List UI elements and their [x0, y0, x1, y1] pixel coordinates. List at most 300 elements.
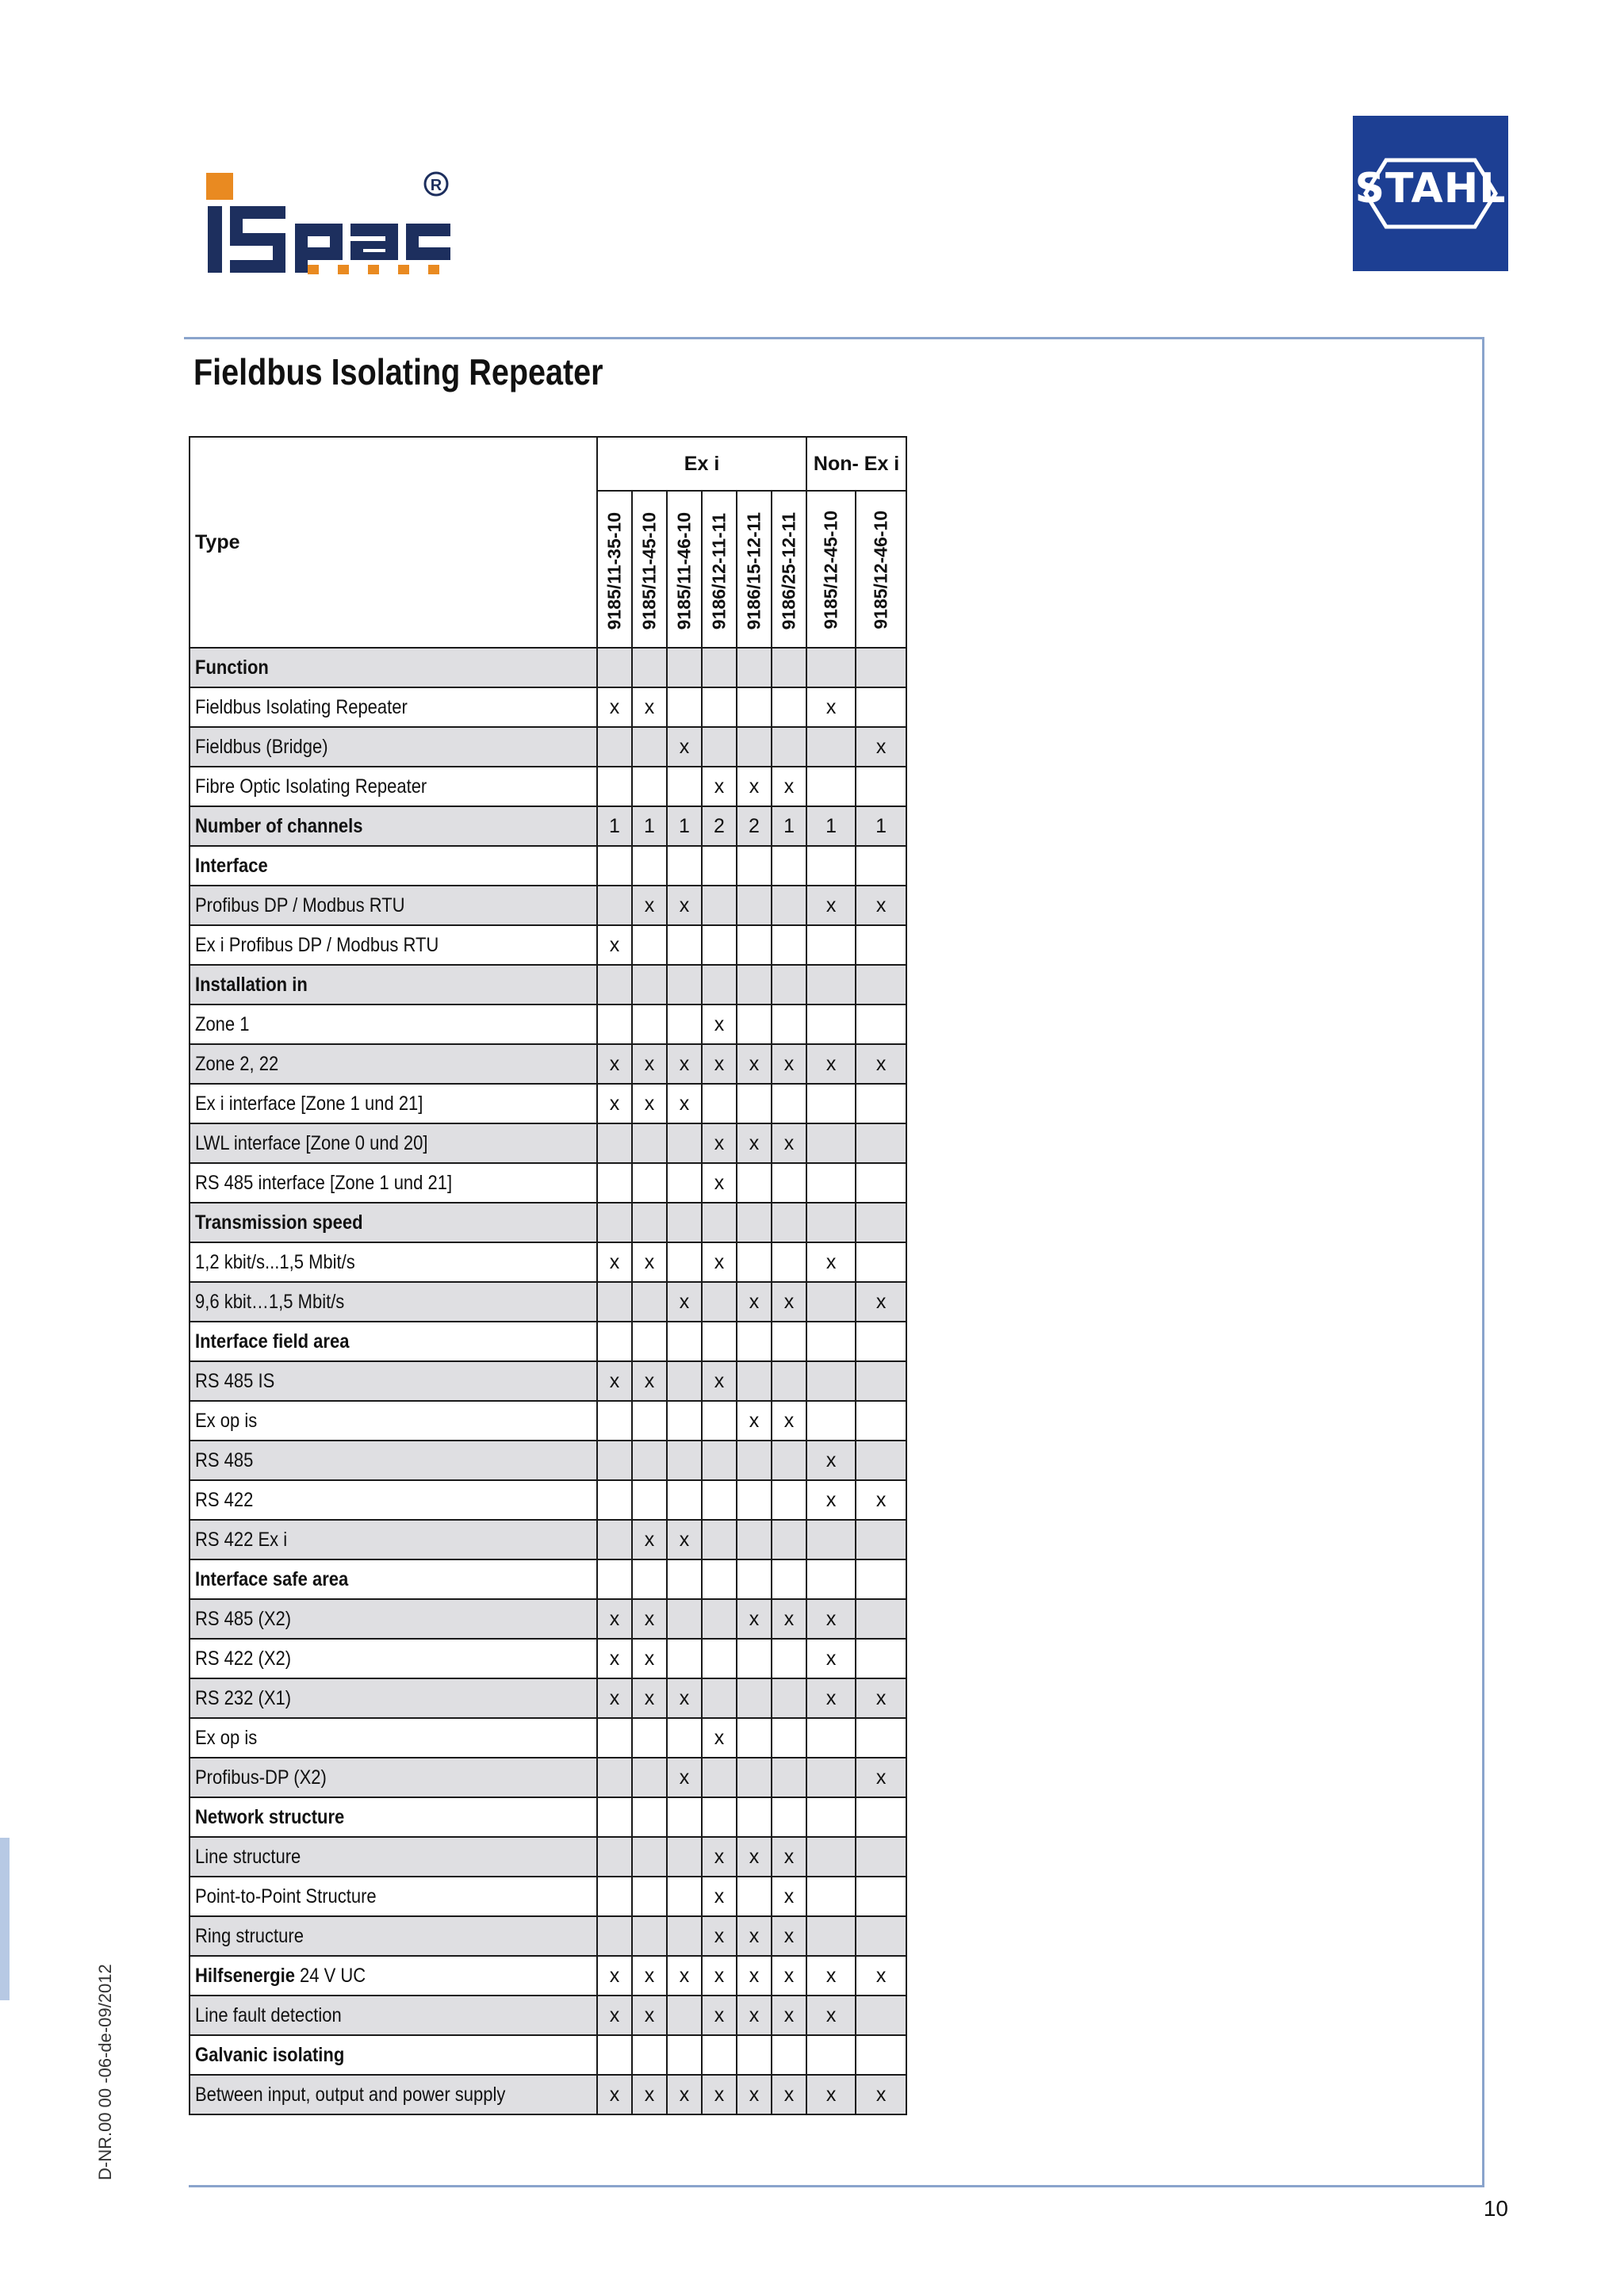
table-cell [702, 1599, 737, 1639]
table-cell [667, 1996, 702, 2035]
table-cell [632, 1837, 667, 1877]
table-cell: x [856, 727, 906, 767]
table-cell: x [597, 1956, 632, 1996]
table-cell: x [597, 687, 632, 727]
table-cell: x [806, 1242, 856, 1282]
table-cell: x [632, 1956, 667, 1996]
table-cell: x [856, 1282, 906, 1322]
row-label-text: 9,6 kbit…1,5 Mbit/s [195, 1290, 345, 1313]
row-label [190, 1678, 597, 1718]
table-cell: x [702, 1361, 737, 1401]
row-label [190, 1480, 597, 1520]
table-cell [737, 1877, 772, 1916]
table-cell: x [632, 2075, 667, 2114]
table-cell [667, 1361, 702, 1401]
ispac-logo-square [206, 173, 233, 200]
row-label [190, 2075, 597, 2114]
row-label [190, 648, 597, 687]
page-title: Fieldbus Isolating Repeater [193, 351, 603, 392]
row-label-text: Line structure [195, 1845, 301, 1868]
table-cell [806, 1361, 856, 1401]
part-number-text: 9185/11-35-10 [603, 511, 625, 629]
table-cell: x [597, 1599, 632, 1639]
table-row [190, 925, 906, 965]
table-cell [806, 1163, 856, 1203]
table-cell [856, 1639, 906, 1678]
table-row [190, 1361, 906, 1401]
table-cell [806, 1877, 856, 1916]
table-cell [702, 1678, 737, 1718]
table-cell [597, 1203, 632, 1242]
table-cell [597, 1322, 632, 1361]
table-cell [737, 1718, 772, 1758]
table-cell [737, 1441, 772, 1480]
table-cell [772, 1084, 806, 1123]
row-label [190, 965, 597, 1004]
table-cell [702, 925, 737, 965]
row-label [190, 925, 597, 965]
table-cell [702, 1441, 737, 1480]
table-row [190, 687, 906, 727]
table-cell: x [632, 1084, 667, 1123]
table-cell: x [856, 1678, 906, 1718]
table-cell [737, 1004, 772, 1044]
table-cell [856, 1361, 906, 1401]
row-label [190, 1718, 597, 1758]
table-row [190, 1520, 906, 1559]
table-cell [737, 1322, 772, 1361]
row-label-text: RS 232 (X1) [195, 1686, 292, 1709]
row-label [190, 886, 597, 925]
row-label [190, 1401, 597, 1441]
row-label-text: Interface field area [195, 1330, 350, 1353]
table-cell [667, 1837, 702, 1877]
table-cell [856, 1203, 906, 1242]
table-cell: x [667, 1956, 702, 1996]
table-cell [856, 1718, 906, 1758]
row-label-text: 1,2 kbit/s...1,5 Mbit/s [195, 1250, 355, 1273]
table-cell [667, 1401, 702, 1441]
table-cell [702, 846, 737, 886]
table-cell [806, 1203, 856, 1242]
table-cell [597, 1797, 632, 1837]
table-cell [702, 1559, 737, 1599]
svg-text:R: R [430, 177, 442, 194]
table-cell [632, 1163, 667, 1203]
table-cell [667, 1004, 702, 1044]
table-cell [597, 1916, 632, 1956]
table-cell [772, 846, 806, 886]
frame-right-border [1482, 337, 1484, 2187]
table-cell [667, 767, 702, 806]
frame-top-border [184, 337, 1484, 339]
row-label-text: Function [195, 656, 269, 679]
table-cell [772, 1678, 806, 1718]
table-row [190, 1599, 906, 1639]
table-cell [737, 846, 772, 886]
table-cell: x [737, 1916, 772, 1956]
table-cell: x [772, 1599, 806, 1639]
table-cell [737, 2035, 772, 2075]
table-cell [597, 1718, 632, 1758]
table-cell [856, 687, 906, 727]
table-cell [597, 1837, 632, 1877]
table-cell [632, 1916, 667, 1956]
table-cell: x [856, 1044, 906, 1084]
table-cell [702, 1758, 737, 1797]
table-cell [667, 687, 702, 727]
table-cell: x [806, 1639, 856, 1678]
row-label-text: Ex i Profibus DP / Modbus RTU [195, 933, 439, 956]
table-cell: 1 [632, 806, 667, 846]
table-cell [597, 1520, 632, 1559]
table-cell [632, 965, 667, 1004]
side-tab-marker [0, 1838, 10, 2000]
table-cell [806, 1718, 856, 1758]
table-cell [702, 648, 737, 687]
table-row [190, 1559, 906, 1599]
table-cell: x [667, 727, 702, 767]
table-cell [702, 1282, 737, 1322]
table-cell: x [702, 767, 737, 806]
table-cell [856, 965, 906, 1004]
table-cell: x [772, 1916, 806, 1956]
table-cell: x [702, 1163, 737, 1203]
table-cell [667, 1441, 702, 1480]
table-cell [632, 727, 667, 767]
table-cell: x [597, 1242, 632, 1282]
table-cell: x [702, 1837, 737, 1877]
table-cell [856, 1084, 906, 1123]
table-cell [772, 1361, 806, 1401]
table-cell [667, 1599, 702, 1639]
table-cell [856, 1322, 906, 1361]
table-cell [597, 727, 632, 767]
table-cell [737, 648, 772, 687]
part-number-header [856, 491, 906, 648]
table-cell: x [806, 687, 856, 727]
table-cell [737, 1242, 772, 1282]
table-cell: x [856, 1758, 906, 1797]
table-cell [702, 965, 737, 1004]
table-cell [702, 2035, 737, 2075]
table-cell: x [702, 1004, 737, 1044]
ispac-logo [203, 166, 457, 277]
table-cell: x [667, 1520, 702, 1559]
table-cell: x [632, 1599, 667, 1639]
row-label [190, 1639, 597, 1678]
table-cell [806, 1282, 856, 1322]
part-number-text: 9186/12-11-11 [708, 512, 730, 629]
table-cell: x [737, 1123, 772, 1163]
table-cell: x [597, 1084, 632, 1123]
table-cell [632, 1203, 667, 1242]
table-cell [856, 1401, 906, 1441]
row-label-text: Profibus-DP (X2) [195, 1766, 327, 1789]
table-cell: x [772, 767, 806, 806]
table-cell: x [772, 1956, 806, 1996]
table-cell [737, 1639, 772, 1678]
part-number-text: 9185/11-46-10 [673, 511, 695, 629]
table-cell: 1 [667, 806, 702, 846]
group-header-row [190, 437, 906, 491]
table-cell: x [737, 1401, 772, 1441]
table-row [190, 1401, 906, 1441]
table-cell [737, 1361, 772, 1401]
table-cell [856, 846, 906, 886]
table-row [190, 1084, 906, 1123]
table-cell [806, 2035, 856, 2075]
table-cell [667, 1123, 702, 1163]
table-cell [597, 1877, 632, 1916]
table-cell [772, 1163, 806, 1203]
part-number-header [772, 491, 806, 648]
row-label [190, 1282, 597, 1322]
table-cell: 1 [806, 806, 856, 846]
table-cell: x [702, 1718, 737, 1758]
table-row [190, 1441, 906, 1480]
table-cell [632, 1441, 667, 1480]
row-label [190, 1163, 597, 1203]
table-cell [856, 1441, 906, 1480]
table-cell: 1 [772, 806, 806, 846]
part-number-header [806, 491, 856, 648]
row-label [190, 1441, 597, 1480]
table-row [190, 1837, 906, 1877]
table-cell: x [667, 1758, 702, 1797]
table-cell [632, 1004, 667, 1044]
table-cell: x [806, 1599, 856, 1639]
table-cell: x [856, 1956, 906, 1996]
row-label-text: Transmission speed [195, 1211, 363, 1234]
table-cell [772, 1203, 806, 1242]
table-cell [737, 1163, 772, 1203]
table-cell [772, 925, 806, 965]
table-cell: 1 [856, 806, 906, 846]
table-cell [772, 1242, 806, 1282]
table-cell [806, 1520, 856, 1559]
table-cell [667, 1480, 702, 1520]
row-label-text: Fieldbus (Bridge) [195, 735, 328, 758]
table-cell [856, 1877, 906, 1916]
table-cell [806, 1322, 856, 1361]
table-cell [737, 1678, 772, 1718]
row-label-text: Between input, output and power supply [195, 2083, 506, 2106]
table-cell: x [737, 1044, 772, 1084]
table-cell [806, 1123, 856, 1163]
table-cell: x [702, 1877, 737, 1916]
table-cell [806, 1084, 856, 1123]
table-row [190, 806, 906, 846]
row-label-text: RS 422 (X2) [195, 1647, 292, 1670]
table-row [190, 1877, 906, 1916]
row-label-text: Fibre Optic Isolating Repeater [195, 775, 427, 798]
table-cell [772, 886, 806, 925]
table-cell [597, 846, 632, 886]
row-label [190, 687, 597, 727]
table-cell [667, 1203, 702, 1242]
table-cell [597, 2035, 632, 2075]
table-cell: x [806, 1441, 856, 1480]
table-cell [597, 1559, 632, 1599]
table-cell [667, 1916, 702, 1956]
table-cell [667, 925, 702, 965]
table-cell [632, 925, 667, 965]
table-cell: x [737, 767, 772, 806]
table-row [190, 648, 906, 687]
part-number-header [737, 491, 772, 648]
table-cell [597, 1758, 632, 1797]
table-cell [806, 1401, 856, 1441]
row-label [190, 1084, 597, 1123]
row-label [190, 727, 597, 767]
table-cell [772, 2035, 806, 2075]
part-number-header [597, 491, 632, 648]
table-cell [806, 1004, 856, 1044]
table-cell [702, 886, 737, 925]
row-label-text: Ex op is [195, 1409, 258, 1432]
table-cell: 2 [737, 806, 772, 846]
table-cell: x [667, 886, 702, 925]
row-label-text: Line fault detection [195, 2003, 342, 2026]
row-label-text: Fieldbus Isolating Repeater [195, 695, 408, 718]
table-row [190, 1678, 906, 1718]
table-cell [772, 1758, 806, 1797]
table-cell [737, 687, 772, 727]
table-cell [856, 1797, 906, 1837]
table-cell [737, 1559, 772, 1599]
table-cell: x [632, 1242, 667, 1282]
table-cell [597, 886, 632, 925]
group-nonexi-header: Non- Ex i [806, 437, 906, 491]
table-cell: x [856, 886, 906, 925]
row-label [190, 1599, 597, 1639]
table-cell: x [772, 1123, 806, 1163]
table-cell: x [772, 1044, 806, 1084]
table-cell [772, 727, 806, 767]
table-cell: x [597, 1639, 632, 1678]
table-cell [667, 965, 702, 1004]
table-cell: x [597, 1044, 632, 1084]
table-cell: x [632, 1996, 667, 2035]
table-row [190, 1916, 906, 1956]
table-cell: x [856, 2075, 906, 2114]
row-label-text: Network structure [195, 1805, 345, 1828]
table-cell: x [667, 1084, 702, 1123]
row-label-text: RS 485 interface [Zone 1 und 21] [195, 1171, 453, 1194]
row-label [190, 1004, 597, 1044]
row-label [190, 1797, 597, 1837]
table-cell: x [632, 1678, 667, 1718]
table-cell [806, 965, 856, 1004]
table-row [190, 1282, 906, 1322]
row-label-text: Hilfsenergie [195, 1964, 295, 1987]
table-cell: x [806, 1996, 856, 2035]
table-cell [737, 925, 772, 965]
table-cell [737, 1084, 772, 1123]
table-cell: x [702, 1956, 737, 1996]
table-cell: x [597, 925, 632, 965]
table-row [190, 727, 906, 767]
row-label [190, 1996, 597, 2035]
table-cell [856, 1916, 906, 1956]
row-label [190, 1520, 597, 1559]
row-label [190, 2035, 597, 2075]
table-cell [856, 1837, 906, 1877]
table-cell [772, 1639, 806, 1678]
table-cell [597, 648, 632, 687]
part-number-text: 9185/11-45-10 [638, 511, 660, 629]
table-cell [772, 1797, 806, 1837]
table-cell [806, 1837, 856, 1877]
row-label-text: Ex op is [195, 1726, 258, 1749]
table-cell: x [632, 1520, 667, 1559]
table-row [190, 846, 906, 886]
type-label: Type [190, 437, 597, 648]
table-cell [597, 767, 632, 806]
table-row [190, 767, 906, 806]
row-label-text: Zone 1 [195, 1012, 250, 1035]
table-cell: x [597, 1678, 632, 1718]
spec-table [189, 436, 907, 2115]
table-cell: x [737, 2075, 772, 2114]
part-number-header [702, 491, 737, 648]
table-cell [856, 1123, 906, 1163]
table-cell [856, 1599, 906, 1639]
table-cell [702, 1639, 737, 1678]
table-cell: x [632, 1639, 667, 1678]
row-label-text: Interface safe area [195, 1567, 349, 1590]
document-id: D-NR.00 00 -06-de-09/2012 [95, 1964, 115, 2180]
table-cell [772, 1480, 806, 1520]
table-row [190, 1322, 906, 1361]
table-cell [737, 727, 772, 767]
row-label [190, 1758, 597, 1797]
table-row [190, 1203, 906, 1242]
table-cell [856, 1559, 906, 1599]
table-cell [806, 846, 856, 886]
table-row [190, 1123, 906, 1163]
row-label-text: Zone 2, 22 [195, 1052, 279, 1075]
table-cell: x [856, 1480, 906, 1520]
table-cell [667, 2035, 702, 2075]
table-cell [632, 1123, 667, 1163]
table-row [190, 1797, 906, 1837]
table-cell: x [632, 1044, 667, 1084]
table-cell [806, 767, 856, 806]
table-cell [632, 1797, 667, 1837]
table-cell [856, 767, 906, 806]
table-cell [597, 1441, 632, 1480]
table-cell: x [702, 2075, 737, 2114]
table-row [190, 1718, 906, 1758]
table-cell [737, 1758, 772, 1797]
table-cell [667, 1639, 702, 1678]
table-cell [737, 1480, 772, 1520]
table-cell [806, 1797, 856, 1837]
table-cell [856, 1996, 906, 2035]
table-cell [632, 1758, 667, 1797]
table-cell: x [772, 1837, 806, 1877]
table-cell: x [737, 1956, 772, 1996]
table-cell [772, 965, 806, 1004]
table-cell [856, 925, 906, 965]
table-cell [737, 965, 772, 1004]
table-cell [632, 648, 667, 687]
page-number: 10 [1483, 2196, 1508, 2221]
row-label [190, 1837, 597, 1877]
table-cell: x [806, 2075, 856, 2114]
